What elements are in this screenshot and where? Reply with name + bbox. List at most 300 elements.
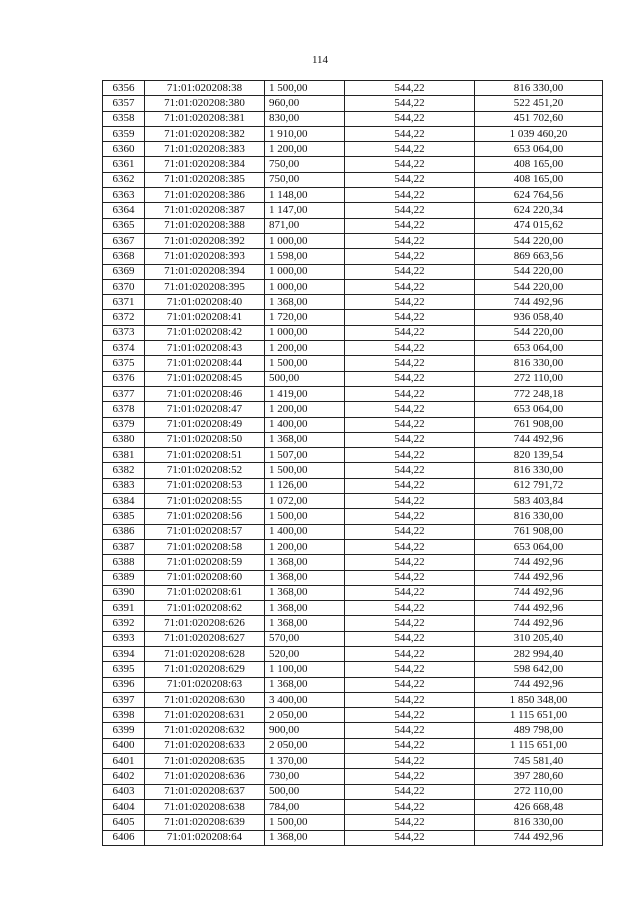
cadastral-value-cell: 744 492,96 (475, 601, 603, 616)
cadastral-number-cell: 71:01:020208:50 (145, 432, 265, 447)
rate-cell: 544,22 (345, 233, 475, 248)
rate-cell: 544,22 (345, 631, 475, 646)
rate-cell: 544,22 (345, 555, 475, 570)
cadastral-number-cell: 71:01:020208:57 (145, 524, 265, 539)
row-number-cell: 6374 (103, 341, 145, 356)
rate-cell: 544,22 (345, 662, 475, 677)
cadastral-number-cell: 71:01:020208:56 (145, 509, 265, 524)
row-number-cell: 6376 (103, 371, 145, 386)
row-number-cell: 6389 (103, 570, 145, 585)
cadastral-value-cell: 583 403,84 (475, 494, 603, 509)
cadastral-value-cell: 397 280,60 (475, 769, 603, 784)
rate-cell: 544,22 (345, 463, 475, 478)
table-row (103, 555, 603, 570)
cadastral-value-cell: 744 492,96 (475, 555, 603, 570)
table-row (103, 157, 603, 172)
cadastral-value-cell: 744 492,96 (475, 830, 603, 845)
row-number-cell: 6382 (103, 463, 145, 478)
table-row (103, 218, 603, 233)
row-number-cell: 6356 (103, 81, 145, 96)
rate-cell: 544,22 (345, 432, 475, 447)
page-number: 114 (311, 54, 329, 66)
cadastral-value-cell: 544 220,00 (475, 279, 603, 294)
cadastral-number-cell: 71:01:020208:395 (145, 279, 265, 294)
row-number-cell: 6368 (103, 249, 145, 264)
area-cell: 1 507,00 (265, 448, 345, 463)
table-row (103, 463, 603, 478)
area-cell: 1 500,00 (265, 463, 345, 478)
cadastral-value-cell: 1 850 348,00 (475, 692, 603, 707)
row-number-cell: 6388 (103, 555, 145, 570)
cadastral-value-cell: 653 064,00 (475, 539, 603, 554)
cadastral-number-cell: 71:01:020208:380 (145, 96, 265, 111)
cadastral-number-cell: 71:01:020208:60 (145, 570, 265, 585)
area-cell: 1 368,00 (265, 677, 345, 692)
cadastral-number-cell: 71:01:020208:387 (145, 203, 265, 218)
area-cell: 1 200,00 (265, 341, 345, 356)
row-number-cell: 6359 (103, 126, 145, 141)
table-body (103, 81, 603, 846)
row-number-cell: 6406 (103, 830, 145, 845)
rate-cell: 544,22 (345, 81, 475, 96)
table-row (103, 769, 603, 784)
table-row (103, 723, 603, 738)
cadastral-number-cell: 71:01:020208:394 (145, 264, 265, 279)
row-number-cell: 6380 (103, 432, 145, 447)
table-row (103, 677, 603, 692)
cadastral-number-cell: 71:01:020208:64 (145, 830, 265, 845)
row-number-cell: 6370 (103, 279, 145, 294)
cadastral-value-cell: 869 663,56 (475, 249, 603, 264)
row-number-cell: 6363 (103, 188, 145, 203)
cadastral-value-cell: 816 330,00 (475, 463, 603, 478)
cadastral-value-cell: 761 908,00 (475, 417, 603, 432)
row-number-cell: 6399 (103, 723, 145, 738)
area-cell: 730,00 (265, 769, 345, 784)
row-number-cell: 6371 (103, 295, 145, 310)
cadastral-value-cell: 744 492,96 (475, 585, 603, 600)
cadastral-value-cell: 653 064,00 (475, 402, 603, 417)
cadastral-number-cell: 71:01:020208:381 (145, 111, 265, 126)
cadastral-number-cell: 71:01:020208:383 (145, 142, 265, 157)
row-number-cell: 6367 (103, 233, 145, 248)
cadastral-value-cell: 598 642,00 (475, 662, 603, 677)
cadastral-number-cell: 71:01:020208:392 (145, 233, 265, 248)
cadastral-number-cell: 71:01:020208:44 (145, 356, 265, 371)
row-number-cell: 6396 (103, 677, 145, 692)
cadastral-number-cell: 71:01:020208:59 (145, 555, 265, 570)
row-number-cell: 6383 (103, 478, 145, 493)
table-row (103, 96, 603, 111)
area-cell: 1 598,00 (265, 249, 345, 264)
cadastral-value-cell: 744 492,96 (475, 616, 603, 631)
cadastral-value-cell: 624 220,34 (475, 203, 603, 218)
table-row (103, 341, 603, 356)
area-cell: 1 370,00 (265, 754, 345, 769)
cadastral-value-cell: 408 165,00 (475, 157, 603, 172)
cadastral-number-cell: 71:01:020208:627 (145, 631, 265, 646)
row-number-cell: 6373 (103, 325, 145, 340)
area-cell: 1 500,00 (265, 509, 345, 524)
table-row (103, 295, 603, 310)
cadastral-number-cell: 71:01:020208:638 (145, 799, 265, 814)
cadastral-number-cell: 71:01:020208:386 (145, 188, 265, 203)
rate-cell: 544,22 (345, 448, 475, 463)
rate-cell: 544,22 (345, 601, 475, 616)
cadastral-number-cell: 71:01:020208:639 (145, 815, 265, 830)
row-number-cell: 6398 (103, 708, 145, 723)
cadastral-number-cell: 71:01:020208:633 (145, 738, 265, 753)
area-cell: 750,00 (265, 172, 345, 187)
cadastral-value-table (102, 80, 603, 846)
rate-cell: 544,22 (345, 218, 475, 233)
row-number-cell: 6395 (103, 662, 145, 677)
area-cell: 1 500,00 (265, 81, 345, 96)
area-cell: 1 368,00 (265, 616, 345, 631)
row-number-cell: 6397 (103, 692, 145, 707)
rate-cell: 544,22 (345, 341, 475, 356)
cadastral-value-cell: 310 205,40 (475, 631, 603, 646)
cadastral-value-cell: 272 110,00 (475, 371, 603, 386)
rate-cell: 544,22 (345, 478, 475, 493)
rate-cell: 544,22 (345, 96, 475, 111)
cadastral-value-cell: 653 064,00 (475, 142, 603, 157)
cadastral-value-cell: 544 220,00 (475, 233, 603, 248)
area-cell: 2 050,00 (265, 738, 345, 753)
row-number-cell: 6385 (103, 509, 145, 524)
row-number-cell: 6387 (103, 539, 145, 554)
cadastral-number-cell: 71:01:020208:43 (145, 341, 265, 356)
area-cell: 1 147,00 (265, 203, 345, 218)
cadastral-value-cell: 653 064,00 (475, 341, 603, 356)
area-cell: 1 100,00 (265, 662, 345, 677)
rate-cell: 544,22 (345, 830, 475, 845)
table-row (103, 142, 603, 157)
area-cell: 1 400,00 (265, 417, 345, 432)
area-cell: 1 400,00 (265, 524, 345, 539)
row-number-cell: 6365 (103, 218, 145, 233)
area-cell: 1 200,00 (265, 402, 345, 417)
cadastral-number-cell: 71:01:020208:42 (145, 325, 265, 340)
area-cell: 900,00 (265, 723, 345, 738)
area-cell: 1 000,00 (265, 233, 345, 248)
table-row (103, 402, 603, 417)
row-number-cell: 6401 (103, 754, 145, 769)
rate-cell: 544,22 (345, 371, 475, 386)
area-cell: 1 368,00 (265, 295, 345, 310)
table-row (103, 356, 603, 371)
table-row (103, 233, 603, 248)
rate-cell: 544,22 (345, 111, 475, 126)
area-cell: 1 000,00 (265, 279, 345, 294)
rate-cell: 544,22 (345, 585, 475, 600)
area-cell: 1 368,00 (265, 555, 345, 570)
row-number-cell: 6393 (103, 631, 145, 646)
cadastral-number-cell: 71:01:020208:628 (145, 646, 265, 661)
cadastral-value-cell: 489 798,00 (475, 723, 603, 738)
cadastral-value-cell: 936 058,40 (475, 310, 603, 325)
cadastral-value-cell: 474 015,62 (475, 218, 603, 233)
table-row (103, 432, 603, 447)
table-row (103, 738, 603, 753)
cadastral-number-cell: 71:01:020208:630 (145, 692, 265, 707)
area-cell: 871,00 (265, 218, 345, 233)
row-number-cell: 6402 (103, 769, 145, 784)
area-cell: 1 000,00 (265, 264, 345, 279)
cadastral-value-cell: 772 248,18 (475, 386, 603, 401)
table-row (103, 203, 603, 218)
cadastral-number-cell: 71:01:020208:58 (145, 539, 265, 554)
cadastral-number-cell: 71:01:020208:53 (145, 478, 265, 493)
table-row (103, 111, 603, 126)
area-cell: 1 500,00 (265, 356, 345, 371)
area-cell: 1 368,00 (265, 432, 345, 447)
cadastral-number-cell: 71:01:020208:385 (145, 172, 265, 187)
row-number-cell: 6381 (103, 448, 145, 463)
cadastral-value-cell: 816 330,00 (475, 356, 603, 371)
rate-cell: 544,22 (345, 310, 475, 325)
area-cell: 1 072,00 (265, 494, 345, 509)
cadastral-value-cell: 816 330,00 (475, 81, 603, 96)
row-number-cell: 6391 (103, 601, 145, 616)
rate-cell: 544,22 (345, 203, 475, 218)
table-row (103, 371, 603, 386)
cadastral-value-cell: 744 492,96 (475, 432, 603, 447)
cadastral-number-cell: 71:01:020208:382 (145, 126, 265, 141)
cadastral-number-cell: 71:01:020208:38 (145, 81, 265, 96)
area-cell: 1 419,00 (265, 386, 345, 401)
rate-cell: 544,22 (345, 539, 475, 554)
area-cell: 1 200,00 (265, 142, 345, 157)
cadastral-number-cell: 71:01:020208:63 (145, 677, 265, 692)
area-cell: 520,00 (265, 646, 345, 661)
rate-cell: 544,22 (345, 815, 475, 830)
cadastral-number-cell: 71:01:020208:384 (145, 157, 265, 172)
area-cell: 1 720,00 (265, 310, 345, 325)
table-row (103, 310, 603, 325)
table-row (103, 616, 603, 631)
cadastral-number-cell: 71:01:020208:393 (145, 249, 265, 264)
area-cell: 830,00 (265, 111, 345, 126)
rate-cell: 544,22 (345, 295, 475, 310)
rate-cell: 544,22 (345, 157, 475, 172)
cadastral-number-cell: 71:01:020208:49 (145, 417, 265, 432)
row-number-cell: 6403 (103, 784, 145, 799)
cadastral-value-cell: 744 492,96 (475, 295, 603, 310)
rate-cell: 544,22 (345, 708, 475, 723)
rate-cell: 544,22 (345, 509, 475, 524)
cadastral-value-cell: 745 581,40 (475, 754, 603, 769)
cadastral-value-cell: 624 764,56 (475, 188, 603, 203)
cadastral-number-cell: 71:01:020208:629 (145, 662, 265, 677)
cadastral-value-cell: 744 492,96 (475, 677, 603, 692)
cadastral-number-cell: 71:01:020208:636 (145, 769, 265, 784)
row-number-cell: 6361 (103, 157, 145, 172)
area-cell: 2 050,00 (265, 708, 345, 723)
rate-cell: 544,22 (345, 325, 475, 340)
cadastral-number-cell: 71:01:020208:55 (145, 494, 265, 509)
rate-cell: 544,22 (345, 784, 475, 799)
row-number-cell: 6384 (103, 494, 145, 509)
cadastral-number-cell: 71:01:020208:388 (145, 218, 265, 233)
row-number-cell: 6369 (103, 264, 145, 279)
table-row (103, 478, 603, 493)
area-cell: 1 500,00 (265, 815, 345, 830)
row-number-cell: 6358 (103, 111, 145, 126)
cadastral-value-cell: 522 451,20 (475, 96, 603, 111)
cadastral-value-cell: 1 115 651,00 (475, 708, 603, 723)
row-number-cell: 6378 (103, 402, 145, 417)
table-row (103, 539, 603, 554)
cadastral-value-cell: 426 668,48 (475, 799, 603, 814)
cadastral-number-cell: 71:01:020208:52 (145, 463, 265, 478)
rate-cell: 544,22 (345, 616, 475, 631)
area-cell: 570,00 (265, 631, 345, 646)
area-cell: 1 368,00 (265, 570, 345, 585)
area-cell: 1 368,00 (265, 585, 345, 600)
table-row (103, 509, 603, 524)
rate-cell: 544,22 (345, 279, 475, 294)
row-number-cell: 6375 (103, 356, 145, 371)
rate-cell: 544,22 (345, 646, 475, 661)
table-row (103, 279, 603, 294)
table-row (103, 249, 603, 264)
cadastral-number-cell: 71:01:020208:47 (145, 402, 265, 417)
rate-cell: 544,22 (345, 356, 475, 371)
cadastral-number-cell: 71:01:020208:45 (145, 371, 265, 386)
cadastral-value-cell: 820 139,54 (475, 448, 603, 463)
cadastral-value-cell: 408 165,00 (475, 172, 603, 187)
rate-cell: 544,22 (345, 142, 475, 157)
row-number-cell: 6405 (103, 815, 145, 830)
table-row (103, 494, 603, 509)
table-row (103, 662, 603, 677)
cadastral-value-cell: 282 994,40 (475, 646, 603, 661)
table-row (103, 708, 603, 723)
table-row (103, 417, 603, 432)
cadastral-value-cell: 816 330,00 (475, 509, 603, 524)
table-row (103, 264, 603, 279)
row-number-cell: 6372 (103, 310, 145, 325)
table-row (103, 830, 603, 845)
row-number-cell: 6377 (103, 386, 145, 401)
cadastral-number-cell: 71:01:020208:637 (145, 784, 265, 799)
table-row (103, 692, 603, 707)
cadastral-number-cell: 71:01:020208:46 (145, 386, 265, 401)
table-row (103, 386, 603, 401)
row-number-cell: 6386 (103, 524, 145, 539)
table-row (103, 188, 603, 203)
area-cell: 1 126,00 (265, 478, 345, 493)
cadastral-value-cell: 1 115 651,00 (475, 738, 603, 753)
rate-cell: 544,22 (345, 386, 475, 401)
rate-cell: 544,22 (345, 188, 475, 203)
area-cell: 750,00 (265, 157, 345, 172)
row-number-cell: 6360 (103, 142, 145, 157)
rate-cell: 544,22 (345, 723, 475, 738)
table-row (103, 448, 603, 463)
rate-cell: 544,22 (345, 402, 475, 417)
area-cell: 1 368,00 (265, 601, 345, 616)
rate-cell: 544,22 (345, 494, 475, 509)
table-row (103, 524, 603, 539)
table-row (103, 646, 603, 661)
area-cell: 1 148,00 (265, 188, 345, 203)
row-number-cell: 6379 (103, 417, 145, 432)
table-row (103, 126, 603, 141)
area-cell: 3 400,00 (265, 692, 345, 707)
cadastral-value-cell: 272 110,00 (475, 784, 603, 799)
table-row (103, 754, 603, 769)
row-number-cell: 6394 (103, 646, 145, 661)
row-number-cell: 6390 (103, 585, 145, 600)
rate-cell: 544,22 (345, 172, 475, 187)
area-cell: 784,00 (265, 799, 345, 814)
row-number-cell: 6364 (103, 203, 145, 218)
table-row (103, 631, 603, 646)
cadastral-number-cell: 71:01:020208:626 (145, 616, 265, 631)
table-row (103, 601, 603, 616)
area-cell: 500,00 (265, 784, 345, 799)
table-row (103, 570, 603, 585)
cadastral-number-cell: 71:01:020208:51 (145, 448, 265, 463)
table-row (103, 81, 603, 96)
rate-cell: 544,22 (345, 769, 475, 784)
cadastral-value-cell: 744 492,96 (475, 570, 603, 585)
area-cell: 960,00 (265, 96, 345, 111)
cadastral-value-cell: 761 908,00 (475, 524, 603, 539)
cadastral-number-cell: 71:01:020208:40 (145, 295, 265, 310)
row-number-cell: 6357 (103, 96, 145, 111)
area-cell: 1 000,00 (265, 325, 345, 340)
area-cell: 500,00 (265, 371, 345, 386)
rate-cell: 544,22 (345, 692, 475, 707)
table-row (103, 585, 603, 600)
area-cell: 1 910,00 (265, 126, 345, 141)
table-row (103, 815, 603, 830)
cadastral-value-cell: 1 039 460,20 (475, 126, 603, 141)
rate-cell: 544,22 (345, 524, 475, 539)
rate-cell: 544,22 (345, 417, 475, 432)
cadastral-number-cell: 71:01:020208:61 (145, 585, 265, 600)
table-row (103, 784, 603, 799)
cadastral-value-cell: 816 330,00 (475, 815, 603, 830)
row-number-cell: 6400 (103, 738, 145, 753)
cadastral-value-cell: 612 791,72 (475, 478, 603, 493)
rate-cell: 544,22 (345, 264, 475, 279)
rate-cell: 544,22 (345, 677, 475, 692)
rate-cell: 544,22 (345, 570, 475, 585)
row-number-cell: 6392 (103, 616, 145, 631)
table-row (103, 172, 603, 187)
rate-cell: 544,22 (345, 754, 475, 769)
area-cell: 1 200,00 (265, 539, 345, 554)
cadastral-value-cell: 544 220,00 (475, 325, 603, 340)
rate-cell: 544,22 (345, 126, 475, 141)
cadastral-number-cell: 71:01:020208:62 (145, 601, 265, 616)
rate-cell: 544,22 (345, 249, 475, 264)
cadastral-number-cell: 71:01:020208:635 (145, 754, 265, 769)
row-number-cell: 6362 (103, 172, 145, 187)
area-cell: 1 368,00 (265, 830, 345, 845)
cadastral-value-cell: 451 702,60 (475, 111, 603, 126)
cadastral-number-cell: 71:01:020208:632 (145, 723, 265, 738)
cadastral-number-cell: 71:01:020208:41 (145, 310, 265, 325)
rate-cell: 544,22 (345, 799, 475, 814)
cadastral-value-cell: 544 220,00 (475, 264, 603, 279)
table-row (103, 799, 603, 814)
table-row (103, 325, 603, 340)
